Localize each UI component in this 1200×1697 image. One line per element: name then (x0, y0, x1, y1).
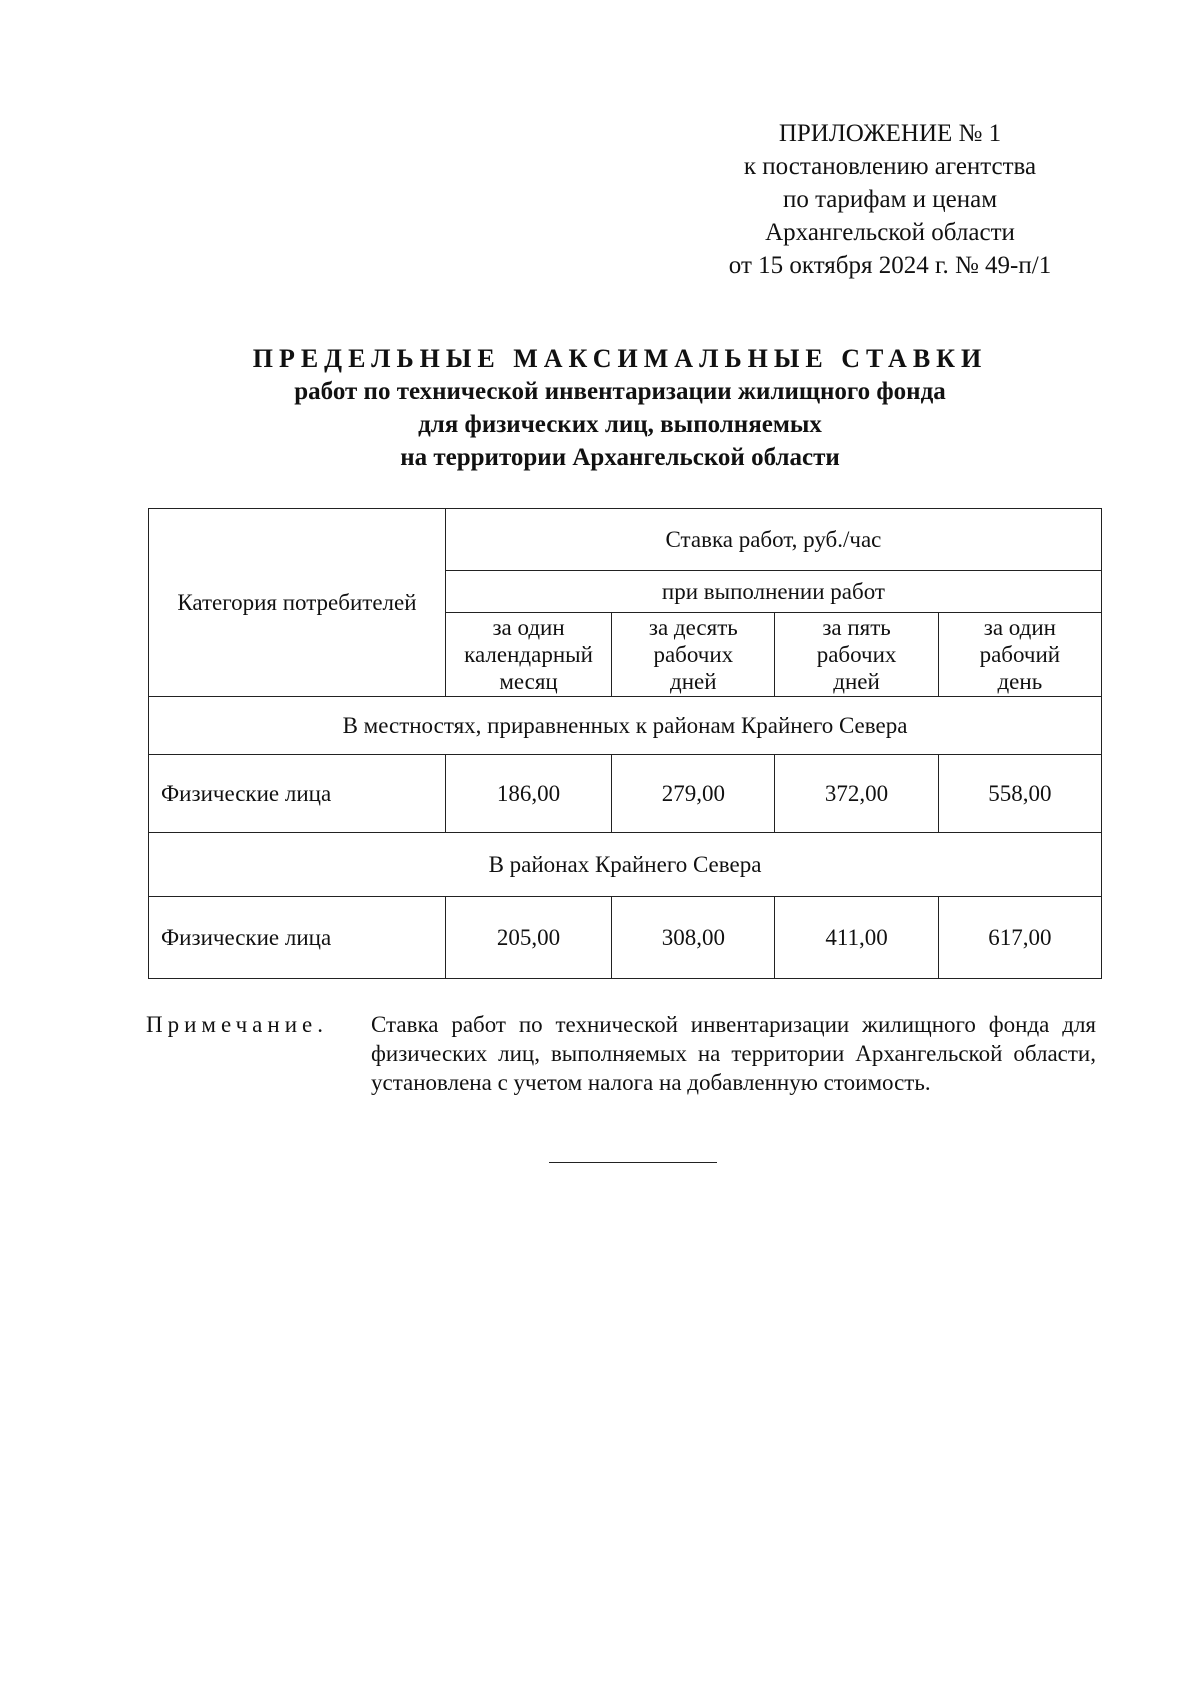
column-header-line: рабочий (979, 642, 1061, 667)
column-header-line: за один (983, 615, 1056, 640)
rate-cell: 186,00 (445, 755, 611, 833)
category-header: Категория потребителей (149, 509, 446, 697)
title-line: работ по технической инвентаризации жилищного фонда (294, 378, 946, 405)
column-header-line: за один (492, 615, 565, 640)
title-main: ПРЕДЕЛЬНЫЕ МАКСИМАЛЬНЫЕ СТАВКИ (252, 344, 988, 373)
appendix-reference-line: по тарифам и ценам (782, 186, 998, 213)
rate-cell: 617,00 (938, 897, 1101, 979)
section-title: В местностях, приравненных к районам Крайнего Севера (149, 697, 1102, 755)
column-header (938, 613, 1101, 697)
note-text: Ставка работ по технической инвентаризации жилищного фонда для физических лиц, выполняемых на территории Архангельской области, установлена с учетом налога на добавленную стоимость. (371, 1012, 1096, 1095)
rate-cell: 308,00 (612, 897, 775, 979)
column-header-line: дней (670, 669, 717, 694)
column-header-line: за пять (822, 615, 891, 640)
column-header-line: дней (833, 669, 880, 694)
rate-cell: 558,00 (938, 755, 1101, 833)
appendix-number: ПРИЛОЖЕНИЕ № 1 (778, 120, 1002, 147)
column-header-line: календарный (464, 642, 593, 667)
rate-cell: 279,00 (612, 755, 775, 833)
column-header-line: день (997, 669, 1043, 694)
row-label: Физические лица (149, 755, 446, 833)
column-header-line: месяц (499, 669, 558, 694)
column-header (612, 613, 775, 697)
section-title: В районах Крайнего Севера (149, 833, 1102, 897)
column-header (445, 613, 611, 697)
column-header-line: за десять (648, 615, 738, 640)
column-header-line: рабочих (653, 642, 734, 667)
appendix-reference-line: к постановлению агентства (743, 153, 1037, 180)
title-line: для физических лиц, выполняемых (418, 411, 822, 438)
row-label: Физические лица (149, 897, 446, 979)
rate-cell: 205,00 (445, 897, 611, 979)
rate-cell: 411,00 (775, 897, 938, 979)
closing-divider (549, 1162, 717, 1163)
appendix-reference-line: Архангельской области (765, 219, 1015, 246)
rate-cell: 372,00 (775, 755, 938, 833)
rate-header: Ставка работ, руб./час (445, 509, 1101, 571)
note-label: Примечание. (146, 1012, 328, 1037)
appendix-date-number: от 15 октября 2024 г. № 49-п/1 (728, 252, 1052, 279)
column-header-line: рабочих (816, 642, 897, 667)
document-title (150, 342, 1090, 474)
work-period-subheader: при выполнении работ (445, 571, 1101, 613)
appendix-block (660, 117, 1120, 282)
rates-table (148, 508, 1102, 979)
title-line: на территории Архангельской области (400, 444, 840, 471)
column-header (775, 613, 938, 697)
